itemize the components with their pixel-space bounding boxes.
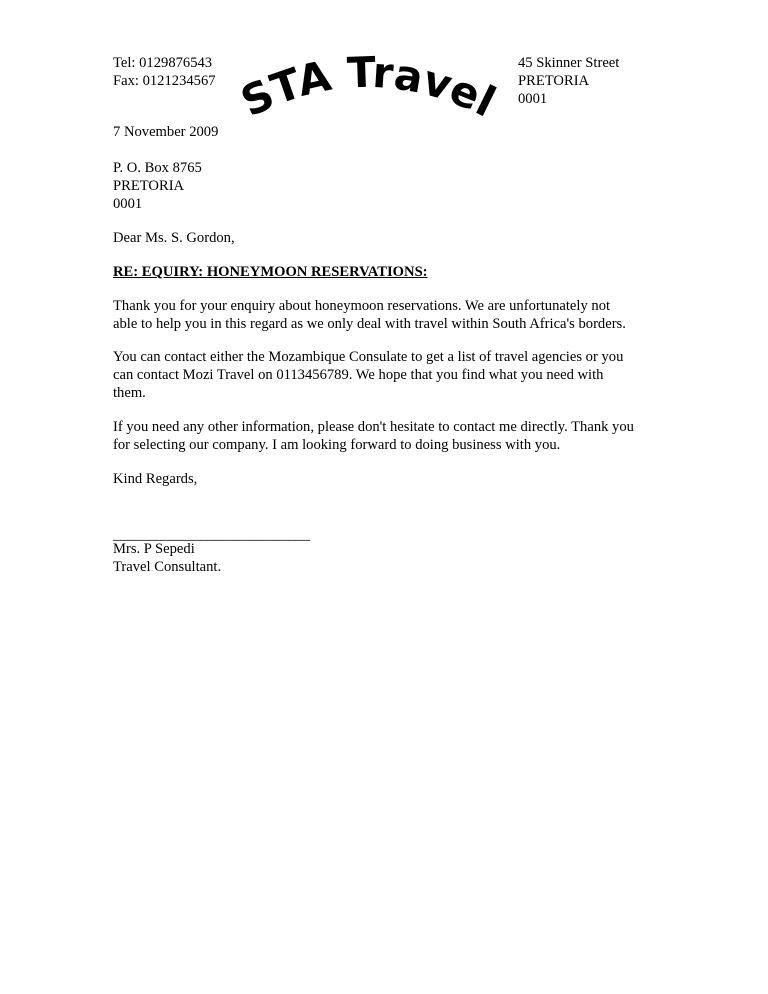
signature-line: ___________________________ [113,527,311,543]
address-city: PRETORIA [518,73,590,89]
address-street: 45 Skinner Street [518,55,620,71]
paragraph-line: them. [113,385,146,401]
salutation: Dear Ms. S. Gordon, [113,230,235,246]
signatory-name: Mrs. P Sepedi [113,541,195,557]
logo-text-path: STA Travel [233,47,504,127]
closing: Kind Regards, [113,471,198,487]
logo-text [234,48,504,127]
letter-date: 7 November 2009 [113,124,219,140]
paragraph-line: can contact Mozi Travel on 0113456789. We hope that you find what you need with [113,367,604,383]
fax-number: Fax: 0121234567 [113,73,216,89]
body-paragraph-1 [113,297,673,333]
signatory-title: Travel Consultant. [113,559,222,575]
recipient-line-2: PRETORIA [113,178,185,194]
body-paragraph-2 [113,348,673,402]
paragraph-line: You can contact either the Mozambique Consulate to get a list of travel agencies or you [113,349,624,365]
recipient-line-1: P. O. Box 8765 [113,160,202,176]
sta-travel-logo [225,47,515,142]
recipient-line-3: 0001 [113,196,143,212]
paragraph-line: able to help you in this regard as we only deal with travel within South Africa's borders. [113,316,626,332]
paragraph-line: Thank you for your enquiry about honeymoon reservations. We are unfortunately not [113,298,611,314]
paragraph-line: If you need any other information, please don't hesitate to contact me directly. Thank you [113,419,634,435]
tel-number: Tel: 0129876543 [113,55,213,71]
paragraph-line: for selecting our company. I am looking forward to doing business with you. [113,437,561,453]
subject-line: RE: EQUIRY: HONEYMOON RESERVATIONS: [113,264,428,280]
address-postal-code: 0001 [518,91,548,107]
body-paragraph-3 [113,418,673,454]
